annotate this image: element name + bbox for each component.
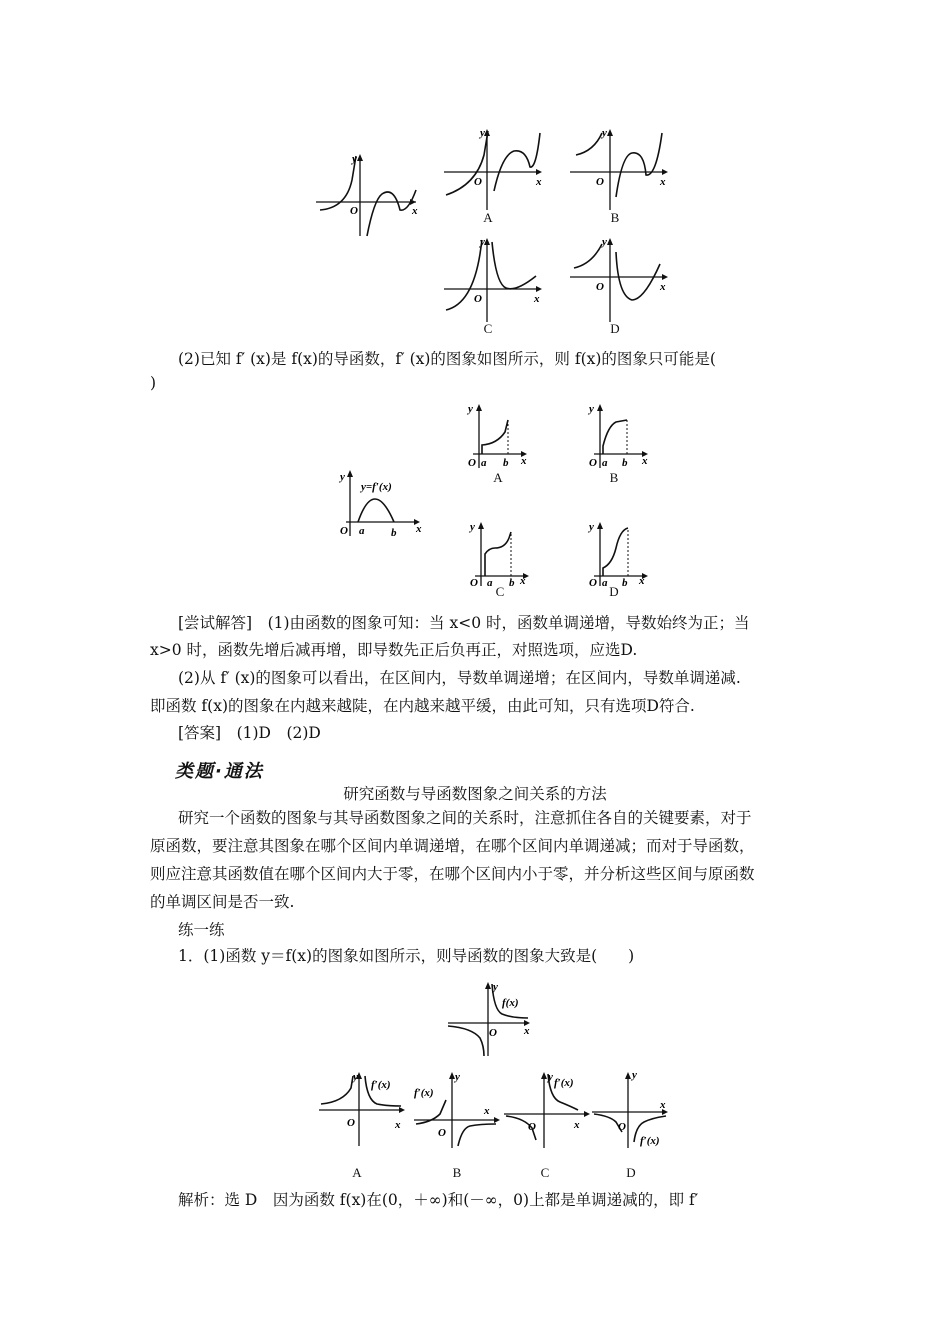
- svg-text:O: O: [347, 1117, 355, 1129]
- fprime-label: f′(x): [371, 1079, 391, 1091]
- axis-x-label: x: [536, 176, 542, 188]
- svg-text:y: y: [455, 1071, 460, 1083]
- svg-text:O: O: [589, 457, 597, 469]
- a-label: a: [602, 457, 608, 469]
- figure1-caption-b: B: [610, 210, 620, 225]
- svg-text:x: x: [520, 575, 526, 587]
- svg-text:x: x: [395, 1119, 401, 1131]
- solution-line1: [尝试解答] (1)由函数的图象可知：当 x<0 时，函数单调递增，导数始终为正；当: [178, 614, 750, 632]
- solution-line4: 即函数 f(x)的图象在内越来越陡，在内越来越平缓，由此可知，只有选项D符合.: [150, 697, 695, 715]
- figure1-option-b-graph: [566, 125, 676, 215]
- practice-caption-b: B: [452, 1165, 462, 1180]
- figure2-caption-d: D: [609, 584, 619, 599]
- practice-option-c-graph: [502, 1070, 597, 1150]
- svg-text:x: x: [642, 455, 648, 467]
- svg-text:O: O: [468, 457, 476, 469]
- b-label: b: [391, 527, 397, 539]
- axis-y-label: y: [480, 127, 485, 139]
- answer-line: [答案] (1)D (2)D: [178, 724, 321, 742]
- svg-text:O: O: [528, 1121, 536, 1133]
- a-label: a: [359, 525, 365, 537]
- axis-x-label: x: [660, 281, 666, 293]
- svg-text:x: x: [660, 1099, 666, 1111]
- a-label: a: [602, 577, 608, 589]
- fx-label: f(x): [502, 997, 519, 1009]
- axis-x-label: x: [412, 205, 418, 217]
- figure2-option-a-graph: [463, 400, 533, 470]
- figure1-main-graph: [312, 150, 422, 240]
- svg-text:O: O: [589, 577, 597, 589]
- figure1-caption-a: A: [483, 210, 493, 225]
- svg-text:y: y: [353, 1071, 358, 1083]
- figure1-option-a-graph: [440, 125, 550, 215]
- solution-line2: x>0 时，函数先增后减再增，即导数先正后负再正，对照选项，应选D.: [150, 641, 638, 659]
- axis-x-label: x: [534, 293, 540, 305]
- figure2-option-b-graph: [584, 400, 654, 470]
- svg-text:O: O: [470, 577, 478, 589]
- method-line3: 则应注意其函数值在哪个区间内大于零，在哪个区间内小于零，并分析这些区间与原函数: [150, 865, 755, 883]
- svg-text:x: x: [524, 1025, 530, 1037]
- svg-text:x: x: [574, 1119, 580, 1131]
- a-label: a: [487, 577, 493, 589]
- method-heading: 类题·通法: [175, 761, 264, 782]
- svg-text:y: y: [589, 521, 594, 533]
- svg-text:y: y: [589, 403, 594, 415]
- method-line1: 研究一个函数的图象与其导函数图象之间的关系时，注意抓住各自的关键要素，对于: [178, 809, 752, 827]
- figure1-caption-c: C: [483, 321, 493, 336]
- fprime-label: f′(x): [640, 1135, 660, 1147]
- figure2-option-d-graph: [584, 518, 654, 588]
- practice-option-a-graph: [315, 1070, 410, 1150]
- origin-label: O: [596, 281, 604, 293]
- figure2-caption-c: C: [495, 584, 505, 599]
- practice-option-b-graph: [410, 1070, 505, 1150]
- svg-text:O: O: [489, 1027, 497, 1039]
- figure1-option-c-graph: [440, 234, 550, 324]
- figure2-main-graph: [336, 466, 426, 541]
- svg-text:y: y: [548, 1071, 553, 1083]
- svg-text:O: O: [618, 1121, 626, 1133]
- fprime-label: f′(x): [414, 1087, 434, 1099]
- figure1-caption-d: D: [610, 321, 620, 336]
- practice-main-graph: [444, 978, 534, 1058]
- solution-line3: (2)从 f′ (x)的图象可以看出，在区间内，导数单调递增；在区间内，导数单调递减.: [178, 669, 741, 687]
- svg-text:x: x: [639, 575, 645, 587]
- svg-text:x: x: [521, 455, 527, 467]
- figure2-option-c-graph: [465, 518, 535, 588]
- svg-text:x: x: [484, 1105, 490, 1117]
- figure2-caption-b: B: [609, 470, 619, 485]
- svg-text:x: x: [416, 523, 422, 535]
- practice-title: 练一练: [178, 921, 225, 939]
- practice-q1: 1．(1)函数 y＝f(x)的图象如图所示，则导函数的图象大致是( ): [178, 947, 635, 965]
- axis-y-label: y: [480, 236, 485, 248]
- method-line4: 的单调区间是否一致.: [150, 893, 295, 911]
- practice-caption-a: A: [352, 1165, 362, 1180]
- b-label: b: [503, 457, 509, 469]
- practice-option-d-graph: [590, 1070, 685, 1150]
- svg-text:y: y: [493, 981, 498, 993]
- svg-text:y: y: [470, 521, 475, 533]
- derivative-label: y=f′(x): [361, 481, 392, 493]
- svg-text:y: y: [340, 471, 345, 483]
- b-label: b: [622, 457, 628, 469]
- q2-line1: (2)已知 f′ (x)是 f(x)的导函数，f′ (x)的图象如图所示，则 f(x)的图象只可能是(: [178, 350, 716, 368]
- axis-y-label: y: [602, 127, 607, 139]
- svg-text:O: O: [438, 1127, 446, 1139]
- b-label: b: [509, 577, 515, 589]
- axis-y-label: y: [352, 153, 357, 165]
- origin-label: O: [596, 176, 604, 188]
- a-label: a: [481, 457, 487, 469]
- axis-y-label: y: [602, 236, 607, 248]
- method-title: 研究函数与导函数图象之间关系的方法: [343, 785, 607, 803]
- b-label: b: [622, 577, 628, 589]
- practice-caption-c: C: [540, 1165, 550, 1180]
- svg-text:O: O: [340, 525, 348, 537]
- svg-text:y: y: [632, 1069, 637, 1081]
- method-line2: 原函数，要注意其图象在哪个区间内单调递增，在哪个区间内单调递减；而对于导函数，: [150, 837, 755, 855]
- origin-label: O: [350, 205, 358, 217]
- figure1-option-d-graph: [566, 234, 676, 324]
- origin-label: O: [474, 293, 482, 305]
- q2-line2: ): [150, 374, 157, 392]
- fprime-label: f′(x): [554, 1077, 574, 1089]
- svg-text:y: y: [468, 403, 473, 415]
- practice-caption-d: D: [626, 1165, 636, 1180]
- axis-x-label: x: [660, 176, 666, 188]
- figure2-caption-a: A: [493, 470, 503, 485]
- practice-analysis: 解析：选 D 因为函数 f(x)在(0，＋∞)和(－∞，0)上都是单调递减的，即 f′: [178, 1191, 699, 1209]
- origin-label: O: [474, 176, 482, 188]
